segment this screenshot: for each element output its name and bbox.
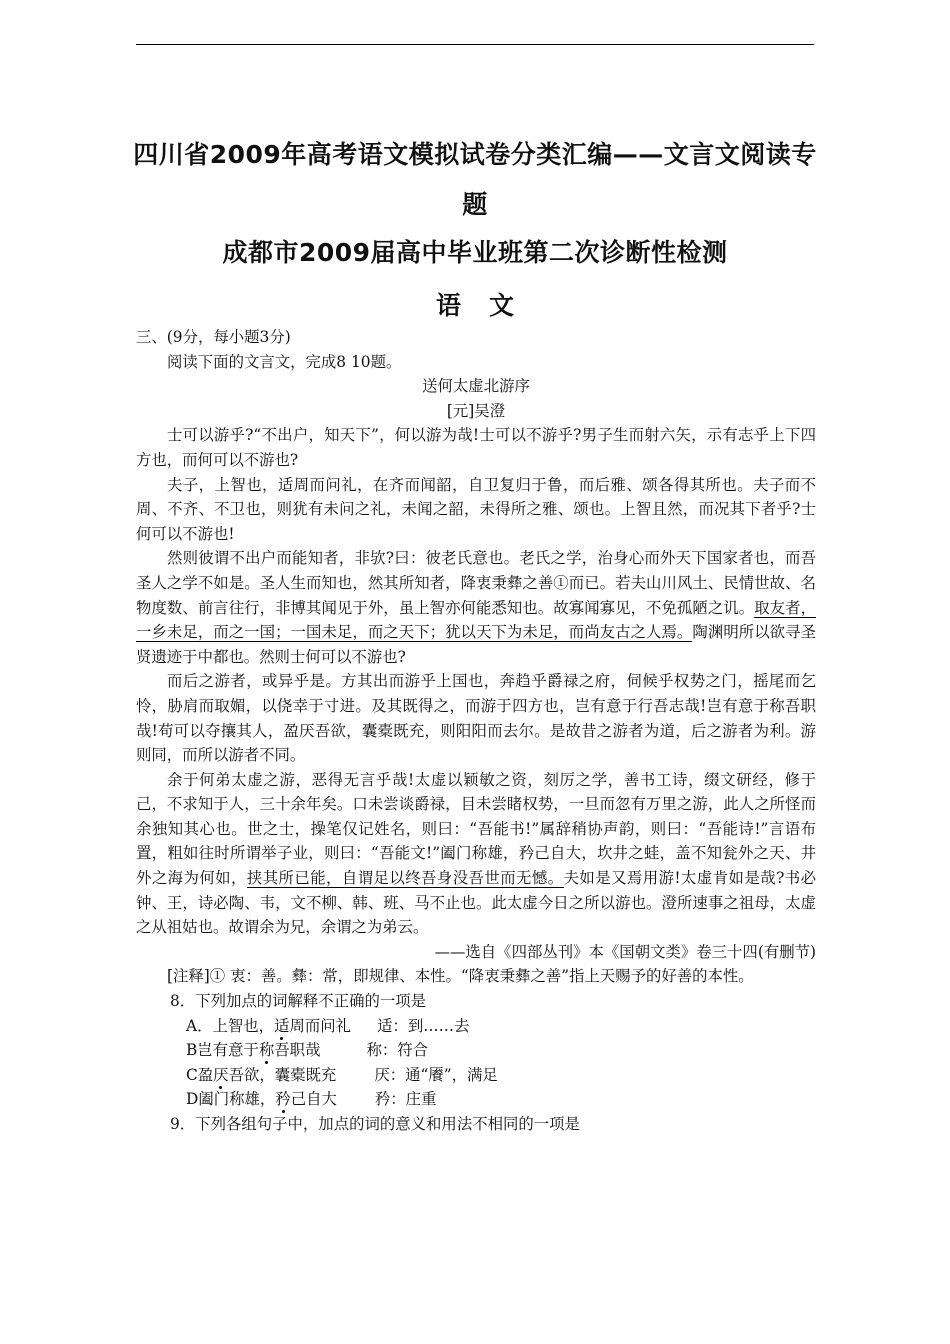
paragraph-3-text-b: 陶渊明所以欲寻圣贤遗迹于中都也。然则士何可以不游也? [136,623,816,666]
option-c-dotted-word: 厌 [213,1065,229,1084]
option-b-pre: B岂有意于 [186,1041,259,1060]
underlined-sentence-1: 取友者，一乡未足，而之一国；一国未足，而之天下；犹以天下为未足，而尚友古之人焉。 [136,598,816,642]
paragraph-5-text-b: 夫如是又焉用游!太虚肯如是哉?书必钟、王，诗必陶、韦，文不柳、韩、班、马不止也。此太虚今日之所以游也。澄所速事之祖母，太虚之从祖姑也。故谓余为兄，余谓之为弟云。 [136,869,816,937]
annotation-note: [注释]① 衷：善。彝：常，即规律、本性。“降衷秉彝之善”指上天赐予的好善的本性。 [167,967,754,986]
option-d [136,1087,816,1112]
subject-title: 语文 [435,291,542,320]
underlined-sentence-2: 挟其所已能，自谓足以终吾身没吾世而无憾。 [246,869,564,888]
passage-paragraph-5 [136,768,816,940]
passage-paragraph-1: 士可以游乎?“不出户，知天下”，何以游为哉!士可以不游乎?男子生而射六矢，示有志乎上下四方也，而何可以不游也? [136,426,816,469]
option-d-pre: D阖门称雄， [186,1090,276,1109]
passage-author: [元]吴澄 [446,401,506,420]
option-b-gloss: 称：符合 [366,1041,429,1060]
option-a-gloss: 适：到……去 [377,1016,470,1035]
option-a-dotted-word: 适 [274,1016,290,1035]
passage-paragraph-2: 夫子，上智也，适周而问礼，在齐而闻韶，自卫复归于鲁，而后雅、颂各得其所也。夫子而不周、不齐、不卫也，则犹有未问之礼，未闻之韶，未得所之雅、颂也。上智且然，而况其下者乎?士何可以不游也! [136,475,816,543]
option-d-dotted-word: 矜 [275,1090,291,1109]
paragraph-3-text-a: 然则彼谓不出户而能知者，非欤?曰：彼老氏意也。老氏之学，治身心而外天下国家者也，而吾圣人之学不如是。圣人生而知也，然其所知者，降衷秉彝之善①而已。若夫山川风土、民情世故、名物度数、前言往行，非博其闻见于外，虽上智亦何能悉知也。故寡闻寡见，不免孤陋之讥。 [136,549,816,617]
question-8-options [136,1014,816,1112]
document-title-line1: 四川省2009年高考语文模拟试卷分类汇编——文言文阅读专 [133,140,817,169]
passage-title: 送何太虚北游序 [422,377,530,396]
option-b-post: 吾职哉 [274,1041,321,1060]
document-title-line2: 题 [462,190,488,219]
option-c-post: 吾欲，囊橐既充 [228,1065,337,1084]
section-heading: 三、(9分，每小题3分) [136,328,291,346]
header-rule [136,44,814,45]
passage-paragraph-3 [136,546,816,669]
option-b-dotted-word: 称 [258,1041,275,1060]
question-8: 8．下列加点的词解释不正确的一项是 [170,992,427,1011]
option-a-post: 周而问礼 [289,1016,352,1035]
option-c [136,1063,816,1088]
paragraph-5-text-a: 余于何弟太虚之游，恶得无言乎哉!太虚以颖敏之资，刻厉之学，善书工诗，缀文研经，修于己，不求知于人，三十余年矣。口未尝谈爵禄，目未尝睹权势，一旦而忽有万里之游，此人之所怪而余独知其心也。世之士，操笔仅记姓名，则曰：“吾能书!”属辞稍协声韵，则曰：“吾能诗!”言语布置，粗如往时所谓举子业，则曰：“吾能文!”阖门称雄，矜己自大，坎井之蛙，盖不知瓮外之天、井外之海为何如， [136,770,816,888]
option-c-pre: C盈 [186,1065,214,1084]
option-c-gloss: 厌：通“餍”，满足 [374,1065,498,1084]
option-a [136,1014,816,1039]
passage-source: ——选自《四部丛刊》本《国朝文类》卷三十四(有删节) [434,942,816,961]
exam-body [136,325,816,1137]
option-d-gloss: 矜：庄重 [374,1090,437,1109]
option-a-pre: A．上智也， [186,1016,275,1035]
passage-paragraph-4: 而后之游者，或异乎是。方其出而游乎上国也，奔趋乎爵禄之府，伺候乎权势之门，摇尾而乞怜，胁肩而取媚，以侥幸于寸进。及其既得之，而游于四方也，岂有意于行吾志哉!岂有意于称吾职哉!苟可以夺攘其人，盈厌吾欲，囊橐既充，则阳阳而去尔。是故昔之游者为道，后之游者为利。游则同，而所以游者不同。 [136,672,816,765]
exam-subtitle: 成都市2009届高中毕业班第二次诊断性检测 [222,238,728,267]
instruction-text: 阅读下面的文言文，完成8 10题。 [167,352,402,371]
option-b [136,1038,816,1063]
question-9: 9．下列各组句子中，加点的词的意义和用法不相同的一项是 [170,1115,580,1133]
option-d-post: 己自大 [290,1090,337,1109]
